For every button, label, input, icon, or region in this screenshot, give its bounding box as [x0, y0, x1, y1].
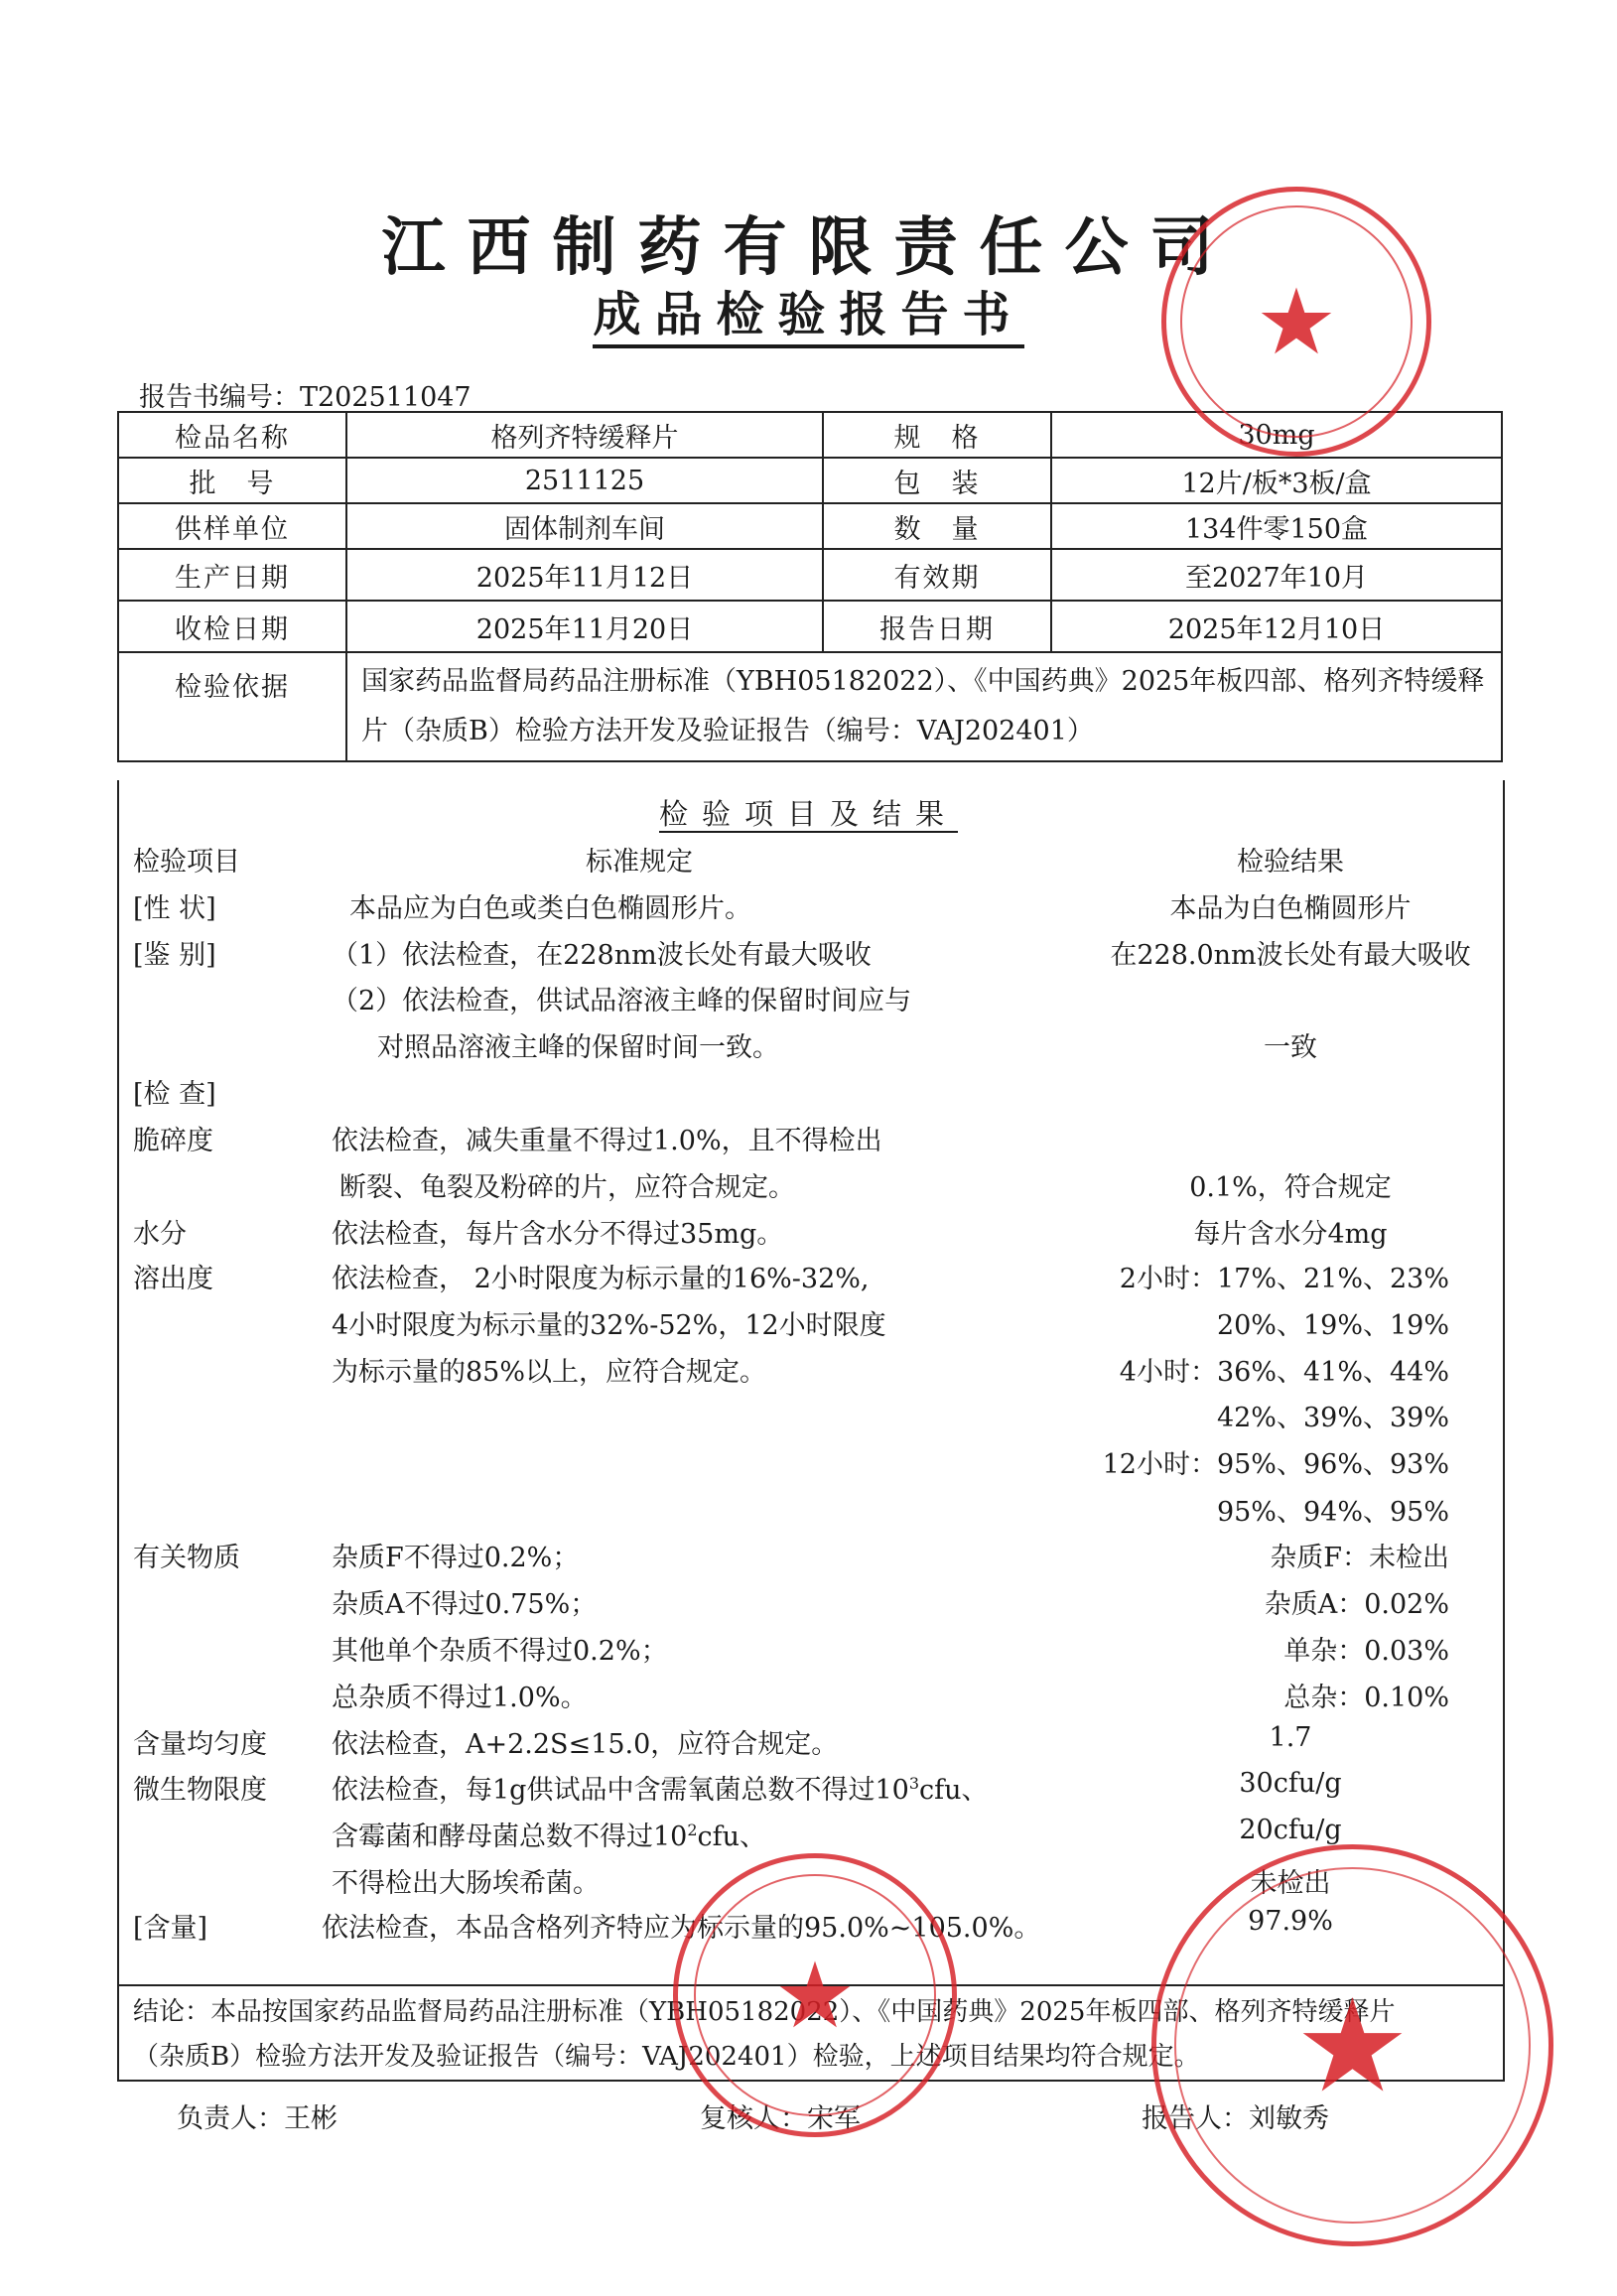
basis-label: 检验依据	[118, 652, 346, 761]
identification-result-2: 一致	[1264, 1032, 1317, 1063]
responsible-signature: 负责人：王彬	[177, 2103, 337, 2134]
microbial-label: 微生物限度	[133, 1775, 267, 1806]
identification-standard-1: （1）依法检查，在228nm波长处有最大吸收	[332, 940, 872, 971]
related-standard-2: 杂质A不得过0.75%；	[332, 1589, 598, 1620]
content-result: 97.9%	[1248, 1906, 1333, 1937]
dissolution-standard-c: 为标示量的85%以上，应符合规定。	[332, 1357, 767, 1388]
product-name: 格列齐特缓释片	[346, 412, 823, 458]
results-section-title: 检验项目及结果	[658, 797, 958, 831]
microbial-result-3: 未检出	[1250, 1868, 1331, 1899]
receive-date-label: 收检日期	[118, 601, 346, 652]
friability-standard-b: 断裂、龟裂及粉碎的片，应符合规定。	[339, 1172, 795, 1203]
identification-label: [鉴 别]	[133, 940, 216, 971]
expiry-label: 有效期	[823, 549, 1051, 601]
check-label: [检 查]	[133, 1079, 216, 1110]
supplier-label: 供样单位	[118, 503, 346, 549]
related-result-2: 杂质A：0.02%	[1264, 1589, 1449, 1620]
conclusion-line-1: 结论：本品按国家药品监督局药品注册标准（YBH05182022）、《中国药典》2025年板四部、格列齐特缓释片	[133, 1997, 1396, 2027]
dissolution-result-4h-b: 42%、39%、39%	[1216, 1403, 1449, 1433]
dissolution-result-4h-a: 4小时：36%、41%、44%	[1119, 1357, 1449, 1388]
identification-standard-2b: 对照品溶液主峰的保留时间一致。	[377, 1032, 779, 1063]
microbial-result-1: 30cfu/g	[1239, 1768, 1342, 1799]
related-standard-1: 杂质F不得过0.2%；	[332, 1543, 580, 1573]
dissolution-result-2h-a: 2小时：17%、21%、23%	[1119, 1264, 1449, 1294]
production-date-label: 生产日期	[118, 549, 346, 601]
product-name-label: 检品名称	[118, 412, 346, 458]
reporter-signature: 报告人：刘敏秀	[1142, 2103, 1329, 2134]
star-icon: ★	[773, 1942, 857, 2049]
related-standard-3: 其他单个杂质不得过0.2%；	[332, 1636, 668, 1667]
friability-result: 0.1%，符合规定	[1189, 1172, 1392, 1203]
batch-value: 2511125	[346, 458, 823, 503]
production-date: 2025年11月12日	[346, 549, 823, 601]
conclusion-line-2: （杂质B）检验方法开发及验证报告（编号：VAJ202401）检验，上述项目结果均符合规定。	[133, 2042, 1200, 2072]
microbial-standard-a: 依法检查，每1g供试品中含需氧菌总数不得过$10^3cfu$、	[332, 1774, 989, 1806]
microbial-standard-b: 含霉菌和酵母菌总数不得过$10^2cfu$、	[332, 1821, 767, 1852]
col-standard-header: 标准规定	[586, 847, 693, 878]
dissolution-result-12h-b: 95%、94%、95%	[1216, 1497, 1449, 1528]
uniformity-label: 含量均匀度	[133, 1729, 267, 1760]
related-substances-label: 有关物质	[133, 1543, 240, 1573]
dissolution-label: 溶出度	[133, 1264, 213, 1294]
related-standard-4: 总杂质不得过1.0%。	[332, 1683, 588, 1713]
spec-value: 30mg	[1051, 412, 1502, 458]
info-table	[117, 411, 1503, 762]
dissolution-result-12h-a: 12小时：95%、96%、93%	[1102, 1449, 1449, 1480]
content-label: [含量]	[133, 1913, 208, 1944]
related-result-1: 杂质F：未检出	[1270, 1543, 1449, 1573]
reviewer-signature: 复核人：宋军	[700, 2103, 861, 2134]
dissolution-standard-a: 依法检查， 2小时限度为标示量的16%-32%,	[332, 1264, 870, 1294]
star-icon: ★	[1294, 1969, 1411, 2121]
quantity-label: 数 量	[823, 503, 1051, 549]
report-number: 报告书编号：T202511047	[139, 382, 472, 413]
appearance-result: 本品为白色椭圆形片	[1169, 893, 1412, 924]
microbial-standard-c: 不得检出大肠埃希菌。	[332, 1868, 600, 1899]
water-label: 水分	[133, 1219, 187, 1250]
package-label: 包 装	[823, 458, 1051, 503]
spec-label: 规 格	[823, 412, 1051, 458]
uniformity-result: 1.7	[1269, 1722, 1312, 1753]
inspection-seal-stamp	[1151, 1844, 1553, 2246]
dissolution-result-2h-b: 20%、19%、19%	[1216, 1310, 1449, 1341]
batch-label: 批 号	[118, 458, 346, 503]
report-title: 成品检验报告书	[0, 276, 1617, 344]
col-item-header: 检验项目	[133, 847, 240, 878]
star-icon: ★	[1255, 268, 1338, 375]
company-seal-stamp	[1161, 187, 1431, 457]
friability-standard-a: 依法检查，减失重量不得过1.0%，且不得检出	[332, 1126, 882, 1156]
identification-standard-2a: （2）依法检查，供试品溶液主峰的保留时间应与	[332, 986, 912, 1016]
supplier-value: 固体制剂车间	[346, 503, 823, 549]
company-name: 江西制药有限责任公司	[381, 210, 1236, 285]
quality-seal-stamp	[673, 1853, 957, 2137]
package-value: 12片/板*3板/盒	[1051, 458, 1502, 503]
friability-label: 脆碎度	[133, 1126, 213, 1156]
report-date: 2025年12月10日	[1051, 601, 1502, 652]
receive-date: 2025年11月20日	[346, 601, 823, 652]
dissolution-standard-b: 4小时限度为标示量的32%-52%，12小时限度	[332, 1310, 886, 1341]
basis-text: 国家药品监督局药品注册标准（YBH05182022）、《中国药典》2025年板四部、格列齐特缓释片（杂质B）检验方法开发及验证报告（编号：VAJ202401）	[346, 652, 1502, 761]
related-result-3: 单杂：0.03%	[1283, 1636, 1449, 1667]
quantity-value: 134件零150盒	[1051, 503, 1502, 549]
uniformity-standard: 依法检查，A+2.2S≤15.0，应符合规定。	[332, 1729, 839, 1760]
appearance-label: [性 状]	[133, 893, 216, 924]
related-result-4: 总杂：0.10%	[1283, 1683, 1449, 1713]
water-result: 每片含水分4mg	[1193, 1219, 1388, 1250]
content-standard: 依法检查，本品含格列齐特应为标示量的95.0%~105.0%。	[322, 1913, 1041, 1944]
identification-result-1: 在228.0nm波长处有最大吸收	[1110, 940, 1471, 971]
water-standard: 依法检查，每片含水分不得过35mg。	[332, 1219, 784, 1250]
expiry-value: 至2027年10月	[1051, 549, 1502, 601]
appearance-standard: 本品应为白色或类白色椭圆形片。	[349, 893, 751, 924]
report-date-label: 报告日期	[823, 601, 1051, 652]
microbial-result-2: 20cfu/g	[1239, 1815, 1342, 1845]
col-result-header: 检验结果	[1237, 847, 1344, 878]
